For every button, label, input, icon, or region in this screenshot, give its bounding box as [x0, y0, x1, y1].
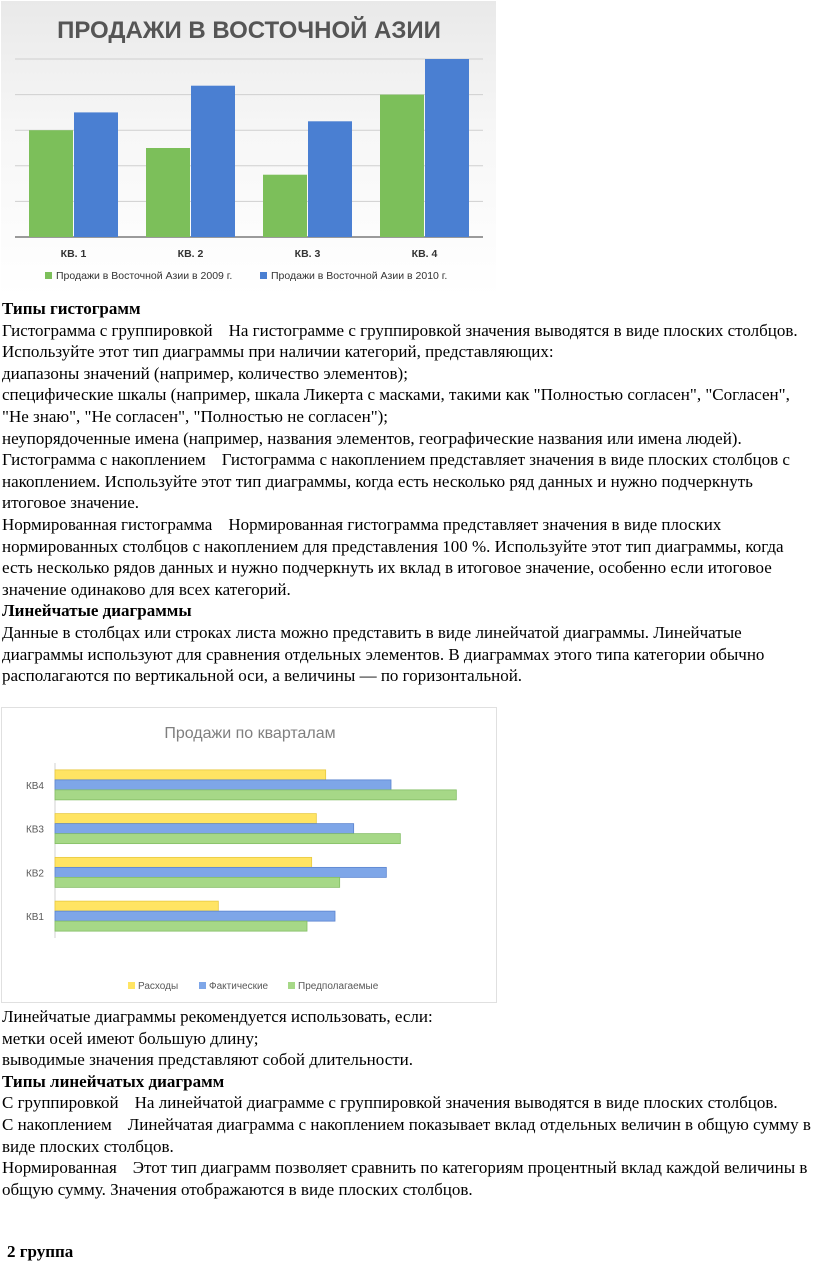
paragraph-bar-recommend: Линейчатые диаграммы рекомендуется использовать, если:: [2, 1007, 433, 1026]
chart-title: Продажи по кварталам: [164, 725, 336, 742]
bar-2010-1: [74, 112, 118, 237]
legend-swatch: [128, 982, 135, 989]
legend-swatch: [260, 272, 267, 279]
term-bar-clustered: С группировкой: [2, 1093, 119, 1113]
y-tick-label: КВ2: [25, 868, 44, 880]
legend-swatch: [288, 982, 295, 989]
bar-расходы-КВ3: [55, 814, 316, 824]
y-tick-label: КВ1: [25, 912, 44, 924]
paragraph-bar-intro: Данные в столбцах или строках листа можно представить в виде линейчатой диаграммы. Линейчатые диаграммы используют для сравнения отдельных элементов. В диаграммах этого типа категории обычно располагаются по вертикальной оси, а величины — по горизонтальной.: [2, 622, 765, 686]
bar-предполагаемые-КВ2: [55, 877, 340, 887]
desc-bar-clustered: На линейчатой диаграмме с группировкой значения выводятся в виде плоских столбцов.: [134, 1093, 778, 1113]
y-tick-label: КВ4: [25, 780, 44, 792]
bar-фактические-КВ3: [55, 824, 354, 834]
desc-bar-stacked: Линейчатая диаграмма с накоплением показывает вклад отдельных величин в общую сумму в виде плоских столбцов.: [2, 1114, 811, 1156]
group-heading: 2 группа: [7, 1242, 74, 1261]
bar-2010-2: [191, 86, 235, 237]
paragraph-bar-clustered: [0, 1092, 816, 1114]
bar-2009-3: [263, 175, 307, 237]
bar-2009-4: [380, 95, 424, 237]
paragraph-axis-labels: метки осей имеют большую длину;: [2, 1028, 259, 1048]
heading-bar-chart-types: Типы линейчатых диаграмм: [2, 1071, 225, 1091]
legend-label: Фактические: [209, 981, 269, 992]
paragraph-scales: специфические шкалы (например, шкала Ликерта с масками, такими как "Полностью согласен", "Согласен", "Не знаю", "Не согласен", "Полностью не согласен");: [2, 385, 790, 426]
bar-расходы-КВ1: [55, 901, 218, 911]
term-bar-normalized: Нормированная: [2, 1158, 117, 1178]
quarterly-sales-chart-svg: [2, 708, 496, 1002]
bar-2010-3: [308, 121, 352, 237]
heading-histogram-types: Типы гистограмм: [2, 299, 141, 318]
bar-2010-4: [425, 59, 469, 237]
paragraph-durations: выводимые значения представляют собой длительности.: [2, 1050, 414, 1070]
east-asia-sales-chart-svg: [1, 1, 496, 297]
bar-предполагаемые-КВ1: [55, 921, 307, 931]
legend-label: Продажи в Восточной Азии в 2010 г.: [271, 270, 448, 282]
quarterly-sales-chart: [1, 707, 497, 1003]
paragraph-ranges: диапазоны значений (например, количество элементов);: [2, 363, 408, 383]
legend-label: Продажи в Восточной Азии в 2009 г.: [56, 270, 233, 282]
term-bar-stacked: С накоплением: [2, 1114, 112, 1134]
paragraph-normalized: [0, 514, 816, 600]
bar-фактические-КВ4: [55, 780, 391, 790]
desc-clustered: На гистограмме с группировкой значения выводятся в виде плоских столбцов. Используйте этот тип диаграммы при наличии категорий, представляющих:: [2, 320, 798, 362]
bar-расходы-КВ4: [55, 770, 326, 780]
paragraph-clustered: [0, 320, 816, 363]
x-tick-label: КВ. 2: [177, 248, 204, 260]
legend-label: Предполагаемые: [298, 981, 379, 992]
legend-swatch: [45, 272, 52, 279]
heading-bar-charts: Линейчатые диаграммы: [2, 601, 192, 621]
chart-title: ПРОДАЖИ В ВОСТОЧНОЙ АЗИИ: [57, 17, 441, 44]
term-normalized: Нормированная гистограмма: [2, 514, 213, 534]
paragraph-stacked: [0, 449, 816, 514]
paragraph-names: неупорядоченные имена (например, названия элементов, географические названия или имена людей).: [2, 428, 742, 448]
desc-normalized: Нормированная гистограмма представляет значения в виде плоских нормированных столбцов с накоплением для представления 100 %. Используйте этот тип диаграммы, когда есть несколько рядов данных и нужно подчеркнуть их вклад в итоговое значение, особенно если итоговое значение одинаково для всех категорий.: [2, 514, 784, 599]
bar-2009-2: [146, 148, 190, 237]
x-tick-label: КВ. 1: [60, 248, 87, 260]
east-asia-sales-chart: [1, 1, 496, 297]
bar-фактические-КВ2: [55, 867, 386, 877]
legend-swatch: [199, 982, 206, 989]
paragraph-bar-stacked: [0, 1114, 816, 1157]
bar-расходы-КВ2: [55, 857, 312, 867]
text-block-2: [0, 1006, 816, 1200]
desc-bar-normalized: Этот тип диаграмм позволяет сравнить по категориям процентный вклад каждой величины в общую сумму. Значения отображаются в виде плоских столбцов.: [2, 1158, 808, 1199]
desc-stacked: Гистограмма с накоплением представляет значения в виде плоских столбцов с накоплением. Используйте этот тип диаграммы, когда есть несколько ряд данных и нужно подчеркнуть итоговое значение.: [2, 450, 790, 513]
term-clustered: Гистограмма с группировкой: [2, 320, 213, 340]
legend-label: Расходы: [138, 981, 179, 992]
x-tick-label: КВ. 4: [411, 248, 438, 260]
bar-2009-1: [29, 130, 73, 237]
y-tick-label: КВ3: [25, 824, 44, 836]
bar-предполагаемые-КВ3: [55, 834, 400, 844]
term-stacked: Гистограмма с накоплением: [2, 450, 206, 470]
paragraph-bar-normalized: [0, 1157, 816, 1200]
bar-предполагаемые-КВ4: [55, 790, 456, 800]
text-block-1: [0, 298, 816, 687]
bar-фактические-КВ1: [55, 911, 335, 921]
x-tick-label: КВ. 3: [294, 248, 321, 260]
